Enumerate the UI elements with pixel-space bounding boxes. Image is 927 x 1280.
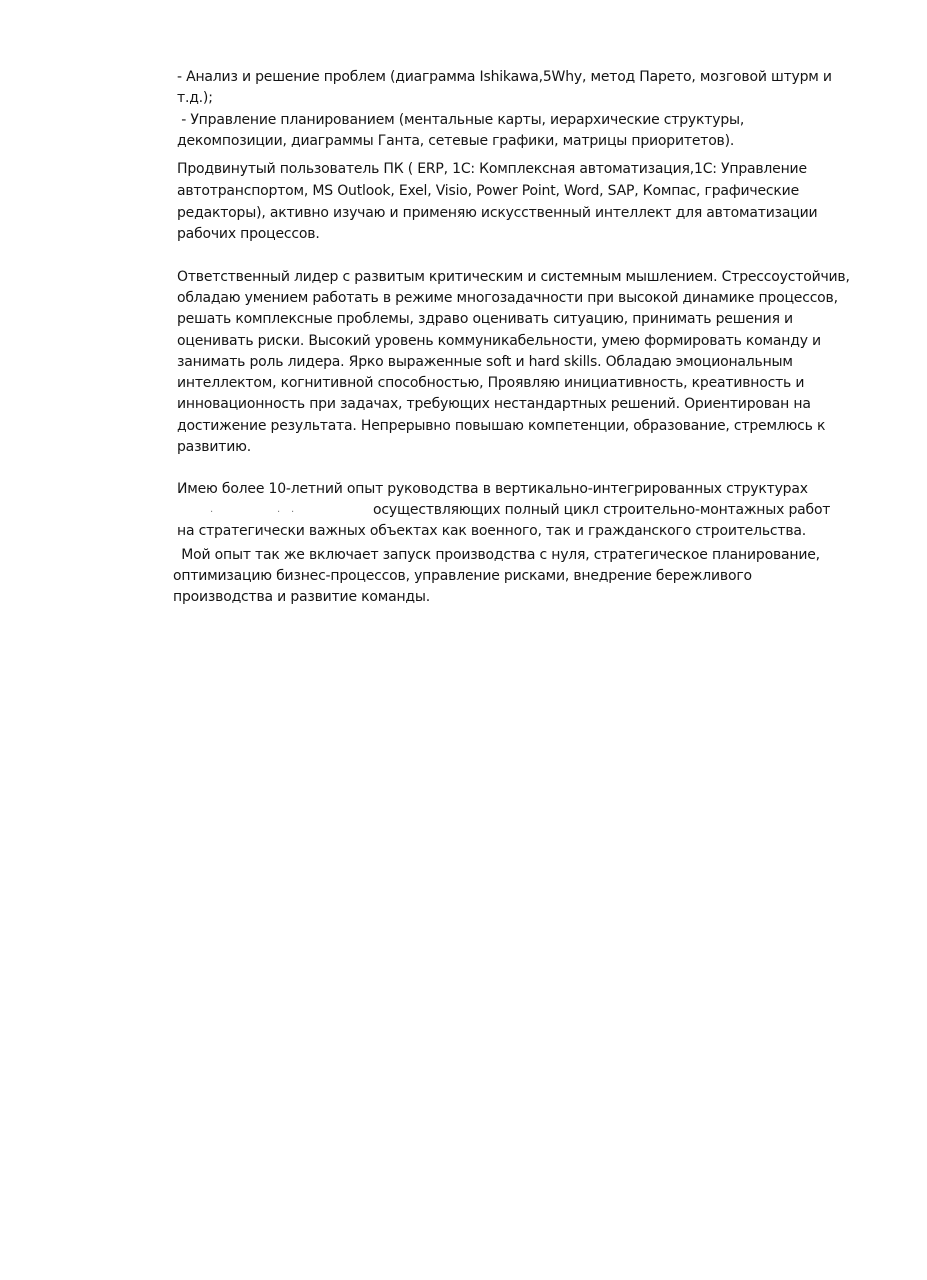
text-line: декомпозиции, диаграммы Ганта, сетевые графики, матрицы приоритетов). xyxy=(177,133,735,149)
text-line: инновационность при задачах, требующих нестандартных решений. Ориентирован на xyxy=(177,396,811,412)
text-line: решать комплексные проблемы, здраво оценивать ситуацию, принимать решения и xyxy=(177,311,793,327)
text-line: на стратегически важных объектах как военного, так и гражданского строительства. xyxy=(177,523,807,539)
text-line: Имею более 10-летний опыт руководства в вертикально-интегрированных структурах xyxy=(177,481,808,497)
text-line: обладаю умением работать в режиме многозадачности при высокой динамике процессов, xyxy=(177,290,838,306)
text-line: автотранспортом, MS Outlook, Exel, Visio, Power Point, Word, SAP, Компас, графические xyxy=(177,183,799,199)
text-line: развитию. xyxy=(177,439,251,455)
text-line: Ответственный лидер с развитым критическим и системным мышлением. Стрессоустойчив, xyxy=(177,269,850,285)
text-line: рабочих процессов. xyxy=(177,226,320,242)
text-line: оценивать риски. Высокий уровень коммуникабельности, умею формировать команду и xyxy=(177,333,821,349)
text-line: Мой опыт так же включает запуск производства с нуля, стратегическое планирование, xyxy=(177,547,820,563)
text-line: оптимизацию бизнес-процессов, управление рисками, внедрение бережливого xyxy=(173,568,752,584)
text-line: достижение результата. Непрерывно повышаю компетенции, образование, стремлюсь к xyxy=(177,418,826,434)
text-line: - Анализ и решение проблем (диаграмма Ishikawa,5Why, метод Парето, мозговой штурм и xyxy=(177,69,832,85)
text-line: редакторы), активно изучаю и применяю искусственный интеллект для автоматизации xyxy=(177,205,818,221)
text-fragment: осуществляющих полный цикл строительно-монтажных работ xyxy=(373,502,831,518)
text-line: производства и развитие команды. xyxy=(173,589,431,605)
text-line: - Управление планированием (ментальные карты, иерархические структуры, xyxy=(177,112,745,128)
text-line: занимать роль лидера. Ярко выраженные soft и hard skills. Обладаю эмоциональным xyxy=(177,354,793,370)
redacted-region: . . . xyxy=(210,504,294,515)
text-line: Продвинутый пользователь ПК ( ERP, 1С: Комплексная автоматизация,1С: Управление xyxy=(177,161,807,177)
text-line-redacted xyxy=(177,500,830,521)
text-line: т.д.); xyxy=(177,90,213,106)
text-line: интеллектом, когнитивной способностью, Проявляю инициативность, креативность и xyxy=(177,375,805,391)
